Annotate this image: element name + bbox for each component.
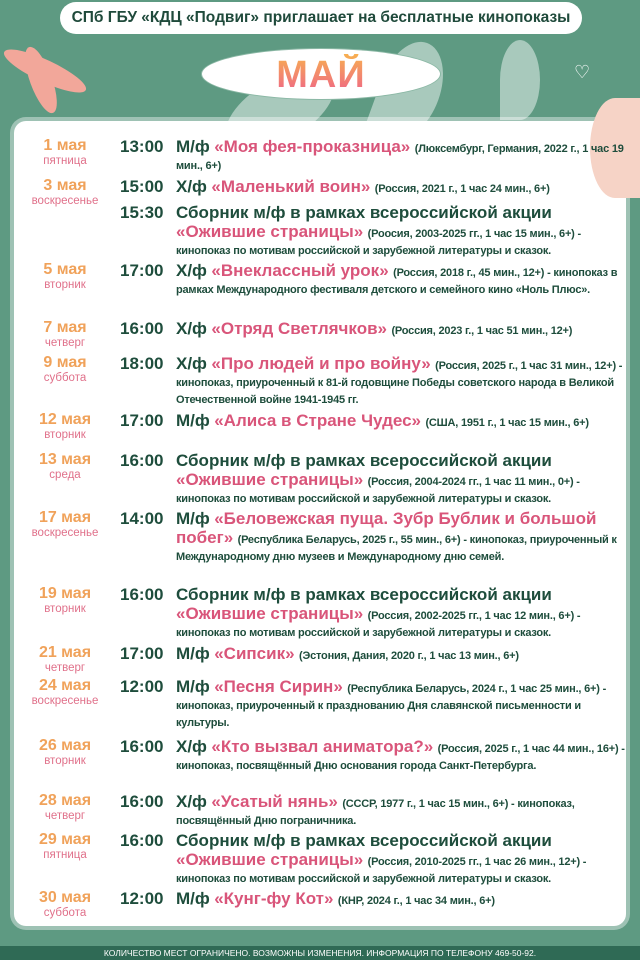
- event-description: [176, 411, 626, 433]
- event-description: [176, 137, 626, 176]
- event-description: [176, 831, 626, 889]
- page-header: СПб ГБУ «КДЦ «Подвиг» приглашает на бесплатные кинопоказы: [60, 2, 582, 34]
- event-description: [176, 509, 626, 567]
- event-title: «Кто вызвал аниматора?»: [211, 737, 434, 756]
- event-date: [20, 677, 110, 707]
- event-time: 16:00: [120, 319, 164, 338]
- event-time: 16:00: [120, 831, 164, 850]
- event-time: 12:00: [120, 889, 164, 908]
- event-row: [0, 585, 640, 644]
- event-weekday: четверг: [44, 810, 86, 822]
- event-description: [176, 261, 626, 300]
- event-date: [20, 411, 110, 441]
- event-description: [176, 177, 626, 199]
- event-row: [0, 792, 640, 831]
- event-info: (Россия, 2025 г., 1 час 31 мин., 12+) - кинопоказ, приуроченный к 81-й годовщине Победы советского народа в Великой Отечественной войне 1941-1945 гг.: [176, 360, 623, 406]
- event-date: [20, 792, 110, 822]
- event-time: 15:00: [120, 177, 164, 196]
- event-time: 18:00: [120, 354, 164, 373]
- event-row: [0, 203, 640, 261]
- event-description: [176, 354, 626, 410]
- event-description: [176, 737, 626, 776]
- event-info: (Россия, 2023 г., 1 час 51 мин., 12+): [391, 325, 573, 337]
- event-date: [20, 451, 110, 481]
- event-weekday: суббота: [43, 907, 87, 919]
- event-row: [0, 137, 640, 177]
- event-weekday: пятница: [43, 155, 87, 167]
- event-weekday: вторник: [44, 429, 86, 441]
- event-row: [0, 509, 640, 585]
- event-description: [176, 451, 626, 509]
- event-info: (Роосия, 2003-2025 гг., 1 час 15 мин., 6+) - кинопоказ по мотивам российской и зарубежной литературы и сказок.: [176, 228, 581, 257]
- event-row: [0, 644, 640, 677]
- event-row: [0, 354, 640, 411]
- event-date: [20, 585, 110, 615]
- event-time: 15:30: [120, 203, 164, 222]
- event-info: (Люксембург, Германия, 2022 г., 1 час 19 мин., 6+): [176, 143, 624, 172]
- event-title: «Алиса в Стране Чудес»: [214, 411, 422, 430]
- event-date: [20, 737, 110, 767]
- event-info: (Россия, 2018 г., 45 мин., 12+) - кинопоказ в рамках Международного фестиваля детского и семейного кино «Ноль Плюс».: [176, 267, 618, 296]
- event-title: «Кунг-фу Кот»: [214, 889, 334, 908]
- event-description: [176, 644, 626, 666]
- event-info: (КНР, 2024 г., 1 час 34 мин., 6+): [337, 895, 495, 907]
- decor-leaf: [500, 40, 540, 120]
- event-row: [0, 451, 640, 509]
- event-type: М/ф: [176, 677, 210, 696]
- event-title: «Отряд Светлячков»: [211, 319, 387, 338]
- event-day: 1 мая: [43, 137, 87, 154]
- event-day: 21 мая: [38, 644, 92, 661]
- event-weekday: вторник: [44, 279, 86, 291]
- event-date: [20, 319, 110, 349]
- event-description: [176, 677, 626, 733]
- event-title: «Песня Сирин»: [214, 677, 343, 696]
- event-row: [0, 889, 640, 919]
- event-info: (Республика Беларусь, 2024 г., 1 час 25 мин., 6+) - кинопоказ, приуроченный к празднованию Дня славянской письменности и культуры.: [176, 683, 607, 729]
- event-description: [176, 203, 626, 261]
- event-type: Х/ф: [176, 792, 207, 811]
- event-type: Х/ф: [176, 737, 207, 756]
- event-time: 16:00: [120, 585, 164, 604]
- event-type: Сборник м/ф в рамках всероссийской акции: [176, 831, 552, 850]
- footer-note: КОЛИЧЕСТВО МЕСТ ОГРАНИЧЕНО. ВОЗМОЖНЫ ИЗМЕНЕНИЯ. ИНФОРМАЦИЯ ПО ТЕЛЕФОНУ 469-50-92.: [0, 946, 640, 960]
- event-time: 13:00: [120, 137, 164, 156]
- event-title: «Про людей и про войну»: [211, 354, 431, 373]
- event-day: 29 мая: [38, 831, 92, 848]
- event-info: (Россия, 2025 г., 1 час 44 мин., 16+) - кинопоказ, посвящённый Дню основания города Санкт-Петербурга.: [176, 743, 625, 772]
- event-info: (Россия, 2002-2025 гг., 1 час 12 мин., 6+) - кинопоказ по мотивам российской и зарубежной литературы и сказок.: [176, 610, 581, 639]
- event-title: «Внеклассный урок»: [211, 261, 389, 280]
- event-day: 30 мая: [38, 889, 92, 906]
- event-weekday: четверг: [44, 337, 86, 349]
- event-info: (Россия, 2004-2024 гг., 1 час 11 мин., 0+) - кинопоказ по мотивам российской и зарубежной литературы и сказок.: [176, 476, 580, 505]
- event-time: 16:00: [120, 737, 164, 756]
- event-weekday: воскресенье: [31, 195, 99, 207]
- event-weekday: вторник: [44, 603, 86, 615]
- event-row: [0, 261, 640, 319]
- event-description: [176, 319, 626, 341]
- event-date: [20, 137, 110, 167]
- event-title: «Маленький воин»: [211, 177, 371, 196]
- event-type: Сборник м/ф в рамках всероссийской акции: [176, 585, 552, 604]
- event-title: «Ожившие страницы»: [176, 222, 364, 241]
- event-day: 9 мая: [43, 354, 87, 371]
- event-time: 14:00: [120, 509, 164, 528]
- event-date: [20, 831, 110, 861]
- event-day: 12 мая: [38, 411, 92, 428]
- event-type: Сборник м/ф в рамках всероссийской акции: [176, 203, 552, 222]
- event-time: 12:00: [120, 677, 164, 696]
- event-type: Х/ф: [176, 261, 207, 280]
- event-type: М/ф: [176, 137, 210, 156]
- month-title: МАЙ: [205, 54, 437, 97]
- heart-icon: ♡: [574, 62, 591, 82]
- event-type: М/ф: [176, 889, 210, 908]
- event-weekday: суббота: [43, 372, 87, 384]
- event-row: [0, 411, 640, 451]
- event-type: Х/ф: [176, 177, 207, 196]
- event-day: 28 мая: [38, 792, 92, 809]
- event-type: М/ф: [176, 644, 210, 663]
- event-title: «Ожившие страницы»: [176, 604, 364, 623]
- event-date: [20, 889, 110, 919]
- event-row: [0, 677, 640, 737]
- event-day: 24 мая: [38, 677, 92, 694]
- event-title: «Сипсик»: [214, 644, 295, 663]
- event-time: 16:00: [120, 451, 164, 470]
- event-date: [20, 354, 110, 384]
- event-date: [20, 261, 110, 291]
- month-badge: [205, 52, 437, 96]
- event-day: 5 мая: [43, 261, 87, 278]
- event-title: «Моя фея-проказница»: [214, 137, 411, 156]
- event-title: «Ожившие страницы»: [176, 850, 364, 869]
- event-type: Х/ф: [176, 319, 207, 338]
- event-weekday: воскресенье: [31, 527, 99, 539]
- event-row: [0, 319, 640, 354]
- event-weekday: воскресенье: [31, 695, 99, 707]
- event-info: (Россия, 2010-2025 гг., 1 час 26 мин., 12+) - кинопоказ по мотивам российской и зарубежной литературы и сказок.: [176, 856, 587, 885]
- event-info: (Россия, 2021 г., 1 час 24 мин., 6+): [374, 183, 550, 195]
- event-info: (Республика Беларусь, 2025 г., 55 мин., 6+) - кинопоказ, приуроченный к Международному дню музеев и Международному дню семей.: [176, 534, 617, 563]
- event-weekday: вторник: [44, 755, 86, 767]
- event-description: [176, 792, 626, 831]
- event-info: (Эстония, Дания, 2020 г., 1 час 13 мин., 6+): [299, 650, 519, 662]
- event-weekday: пятница: [43, 849, 87, 861]
- event-type: Х/ф: [176, 354, 207, 373]
- event-day: 7 мая: [43, 319, 87, 336]
- event-info: (США, 1951 г., 1 час 15 мин., 6+): [425, 417, 589, 429]
- event-day: 3 мая: [43, 177, 87, 194]
- event-row: [0, 831, 640, 889]
- event-day: 26 мая: [38, 737, 92, 754]
- event-day: 19 мая: [38, 585, 92, 602]
- event-weekday: среда: [49, 469, 81, 481]
- event-type: Сборник м/ф в рамках всероссийской акции: [176, 451, 552, 470]
- event-day: 13 мая: [38, 451, 92, 468]
- event-title: «Усатый нянь»: [211, 792, 338, 811]
- event-list: [0, 137, 640, 919]
- event-row: [0, 177, 640, 207]
- event-time: 16:00: [120, 792, 164, 811]
- event-time: 17:00: [120, 261, 164, 280]
- event-day: 17 мая: [38, 509, 92, 526]
- event-row: [0, 737, 640, 792]
- event-type: М/ф: [176, 411, 210, 430]
- event-time: 17:00: [120, 411, 164, 430]
- event-weekday: четверг: [44, 662, 86, 674]
- event-type: М/ф: [176, 509, 210, 528]
- event-info: (СССР, 1977 г., 1 час 15 мин., 6+) - кинопоказ, посвящённый Дню пограничника.: [176, 798, 575, 827]
- event-description: [176, 585, 626, 643]
- event-time: 17:00: [120, 644, 164, 663]
- event-date: [20, 644, 110, 674]
- event-title: «Ожившие страницы»: [176, 470, 364, 489]
- event-title: «Беловежская пуща. Зубр Бублик и большой побег»: [176, 509, 597, 547]
- event-date: [20, 509, 110, 539]
- event-description: [176, 889, 626, 911]
